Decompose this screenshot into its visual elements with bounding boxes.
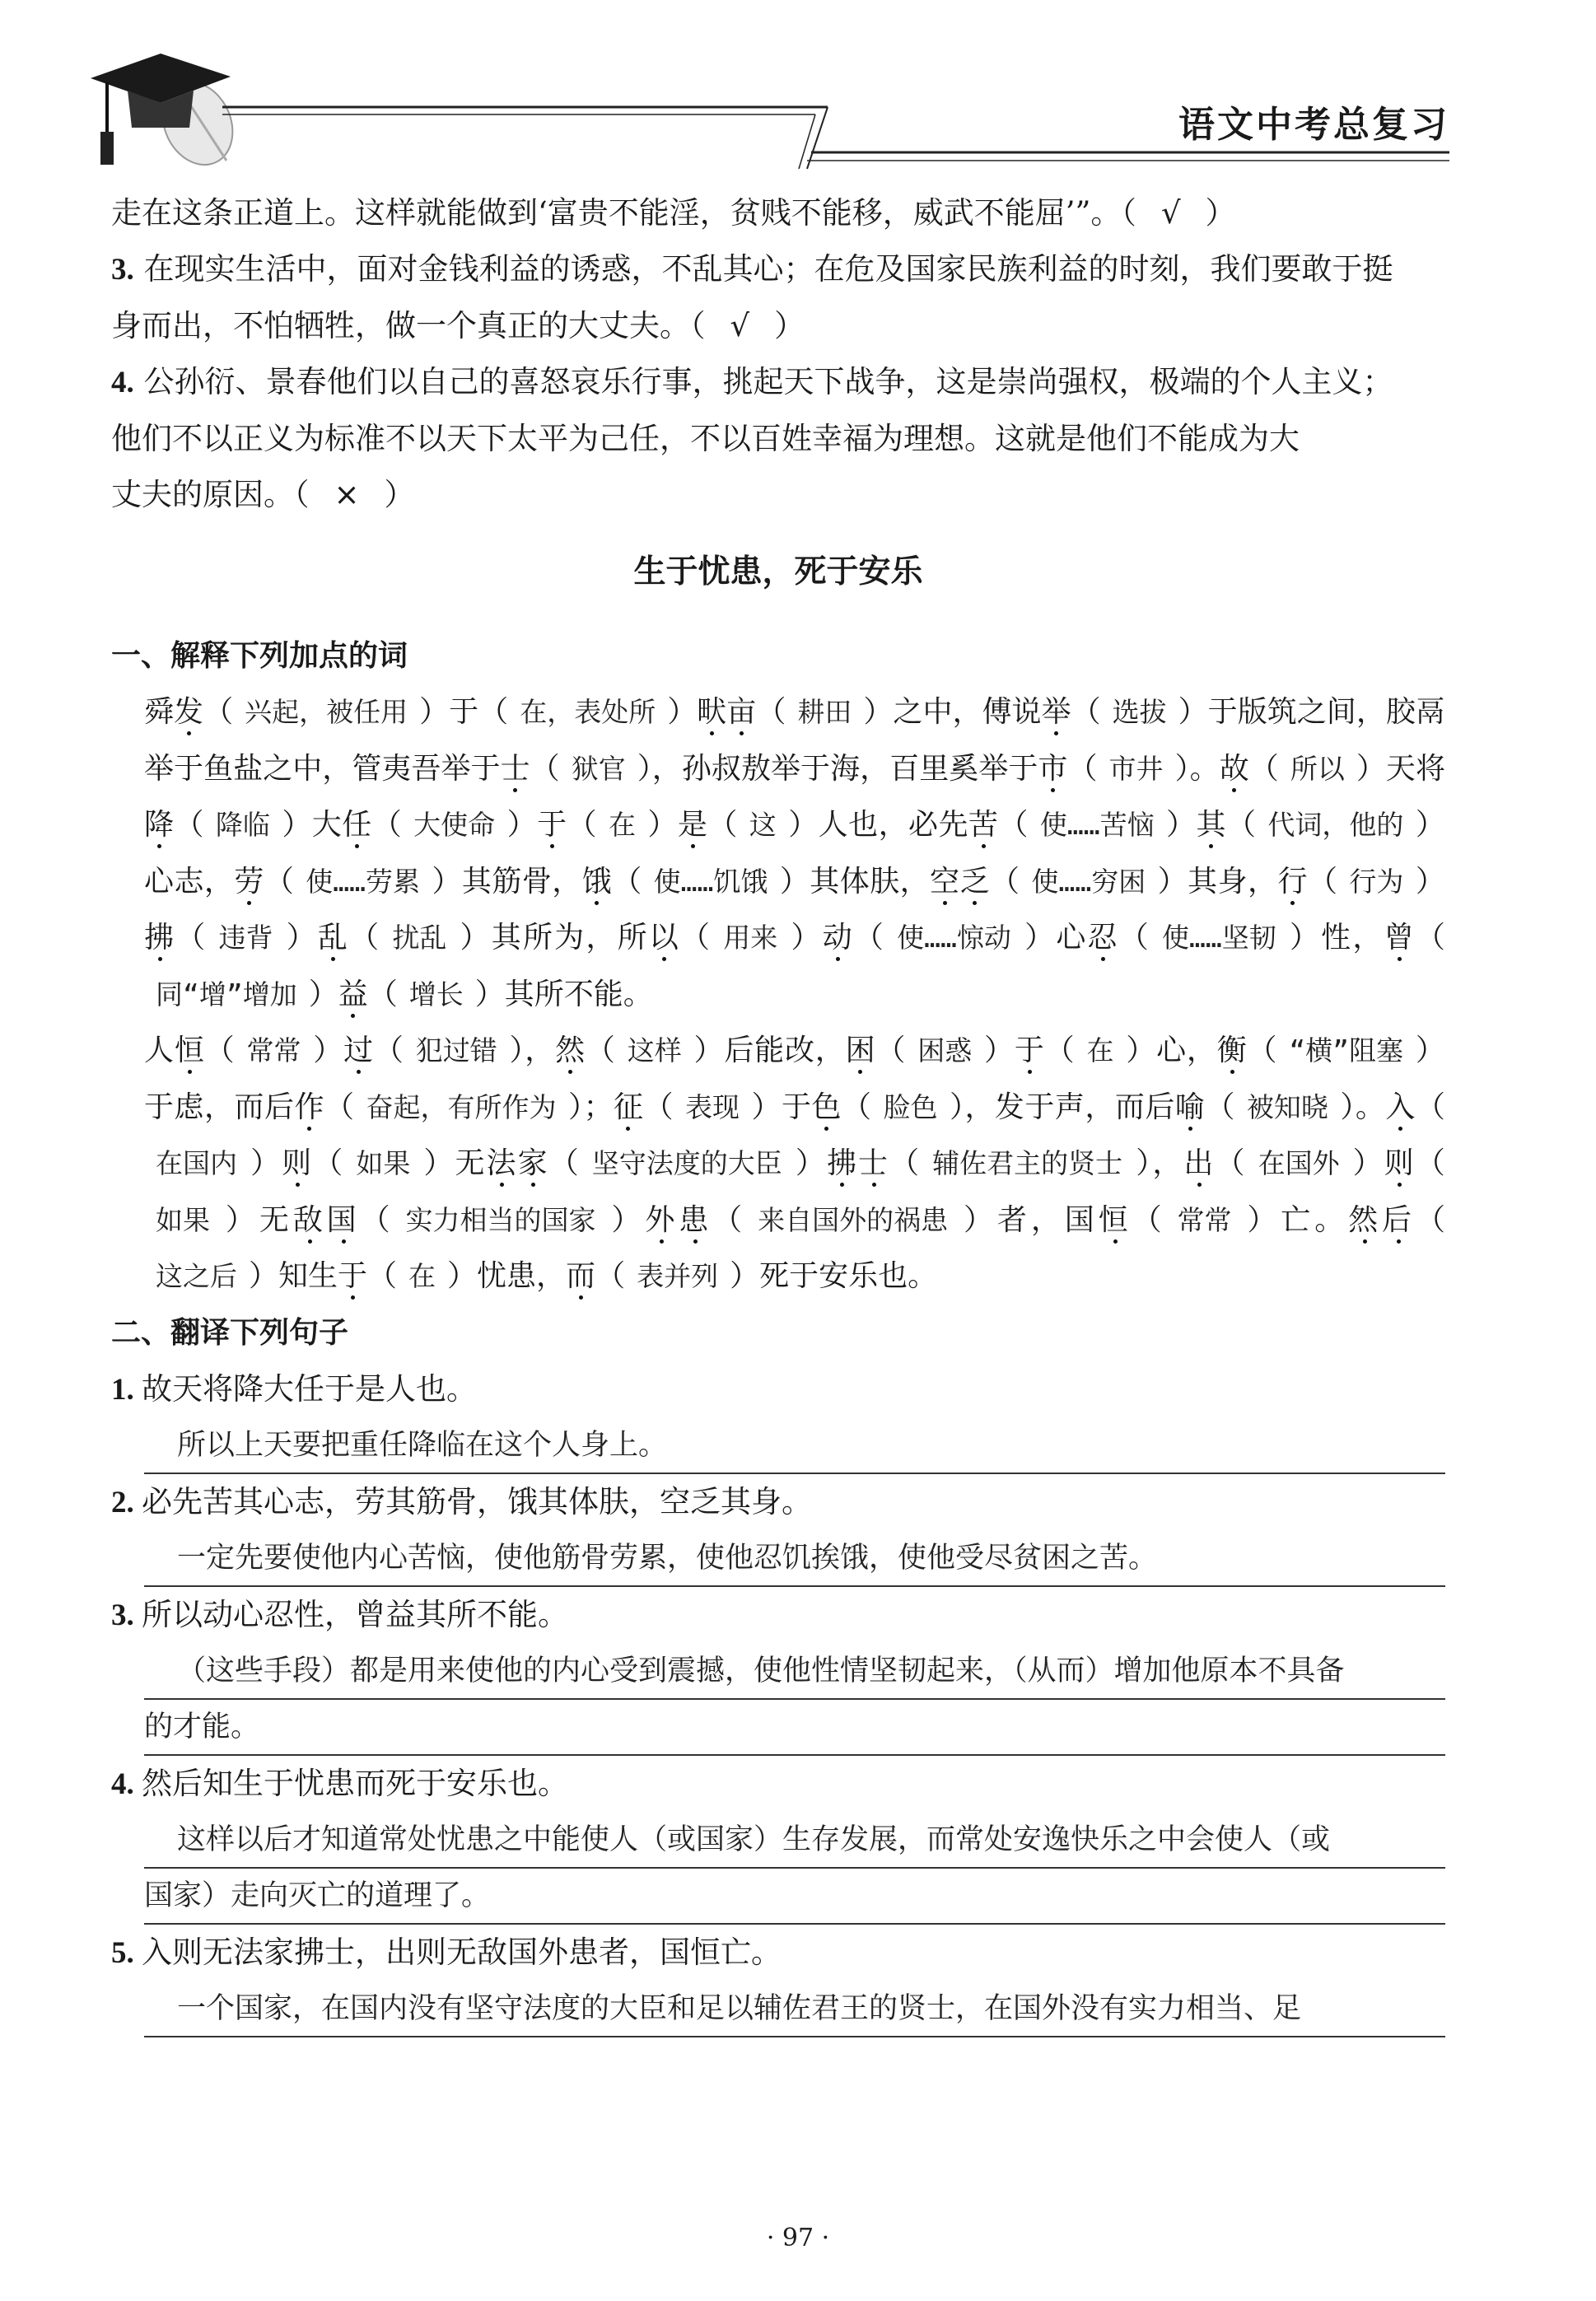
text: （ — [756, 695, 786, 729]
text: ）； — [567, 1090, 614, 1124]
text: ） — [308, 977, 338, 1011]
section-title: 生于忧患，死于安乐 — [633, 553, 923, 590]
dotted-char: 于 — [537, 808, 567, 842]
dotted-word — [1042, 695, 1071, 729]
text: ）人也，必先 — [787, 808, 968, 842]
dotted-word — [649, 921, 680, 954]
answer-blank: 市井 — [1108, 752, 1164, 785]
answer-blank: 同“增”增加 — [156, 978, 297, 1010]
text: 走在这条正道上。这样就能做到‘富贵不能淫，贫贱不能移，威武不能屈’”。（ — [111, 195, 1136, 231]
text: （ — [889, 1146, 922, 1180]
text: ）其身， — [1157, 864, 1278, 898]
answer-blank: 在，表处所 — [520, 696, 656, 728]
page-header — [82, 45, 1449, 185]
answer-blank: 表现 — [684, 1090, 740, 1123]
answer-blank: 如果 — [356, 1147, 411, 1179]
text: ）心志， — [144, 808, 1445, 898]
check-mark: √ — [1160, 195, 1181, 231]
dotted-char: 国 — [326, 1202, 361, 1237]
text: （ — [204, 1034, 236, 1067]
dotted-char: 饿 — [581, 864, 613, 898]
text: ）天将 — [1356, 751, 1445, 786]
text: ） — [1205, 195, 1236, 231]
answer-blank: 在 — [608, 809, 636, 841]
text: ）性， — [1287, 921, 1384, 954]
answer-line: 一个国家，在国内没有坚守法度的大臣和足以辅佐君王的贤士，在国外没有实力相当、足 — [144, 1981, 1445, 2037]
text: ） — [607, 1202, 646, 1237]
answer-blank: 这样 — [627, 1034, 682, 1066]
text: ） — [1415, 864, 1445, 898]
dotted-word — [293, 1203, 361, 1237]
dotted-char: 家 — [517, 1146, 549, 1180]
intro-line-5 — [111, 411, 1445, 467]
answer-blank: 困惑 — [917, 1034, 973, 1066]
dotted-word — [645, 1203, 712, 1237]
answer-blank: 脸色 — [883, 1090, 938, 1123]
answer-line: 国家）走向灭亡的道理了。 — [144, 1869, 1445, 1925]
dotted-word — [338, 978, 368, 1011]
dotted-word — [1217, 1034, 1248, 1067]
text: ） — [774, 308, 805, 343]
dotted-word — [343, 1034, 374, 1067]
text: ）亡。 — [1243, 1202, 1349, 1237]
dotted-word — [582, 865, 612, 898]
item-number: 4. — [111, 366, 134, 399]
dotted-char: 降 — [144, 808, 175, 842]
text: ）知生 — [249, 1259, 338, 1293]
answer-blank: 被知晓 — [1246, 1090, 1328, 1123]
question — [111, 1756, 1445, 1813]
dotted-word — [487, 1146, 549, 1180]
dotted-char: 而 — [566, 1259, 596, 1293]
dotted-char: 法 — [486, 1146, 518, 1180]
text: 身而出，不怕牺牲，做一个真正的大丈夫。（ — [111, 308, 706, 343]
answer-blank: 奋起，有所作为 — [366, 1090, 557, 1123]
text: （ — [373, 1034, 404, 1067]
text: （ — [1215, 1146, 1247, 1180]
text: （ — [1071, 695, 1101, 729]
text: （ — [585, 1034, 616, 1067]
text: （ — [680, 921, 712, 954]
dotted-word — [1038, 752, 1067, 786]
answer-blank: 使……惊动 — [897, 922, 1011, 954]
intro-item-3 — [111, 241, 1445, 298]
dotted-char: 乏 — [959, 864, 991, 898]
dotted-word — [678, 808, 707, 842]
text: ） — [384, 477, 415, 512]
dotted-word — [501, 752, 530, 786]
text: （ — [203, 695, 234, 729]
item-number: 1. — [111, 1372, 142, 1407]
dotted-word — [1015, 1034, 1045, 1067]
answer-blank: 选拔 — [1112, 696, 1167, 728]
text: 在现实生活中，面对金钱利益的诱惑，不乱其心；在危及国家民族利益的时刻，我们要敢于挺 — [143, 251, 1393, 287]
text: ）无 — [222, 1202, 293, 1237]
text: （ — [1415, 1202, 1445, 1237]
part1-paragraph-1 — [111, 684, 1445, 1023]
answer-blank: 耕田 — [797, 696, 852, 728]
dotted-char: 于 — [338, 1259, 368, 1293]
dotted-char: 发 — [174, 695, 204, 729]
text: （ — [612, 864, 642, 898]
dotted-word — [1175, 1090, 1206, 1124]
answer-blank: 来自国外的祸患 — [758, 1203, 949, 1236]
text: ）心， — [1125, 1034, 1217, 1067]
answer-blank: 用来 — [723, 922, 778, 954]
text: ）后能改， — [693, 1034, 846, 1067]
dotted-char: 市 — [1038, 751, 1068, 786]
text: （ — [595, 1259, 626, 1293]
dotted-char: 劳 — [234, 864, 264, 898]
dotted-word — [811, 1090, 842, 1124]
dotted-char: 其 — [1196, 808, 1226, 842]
text: ）其所为，所 — [458, 921, 649, 954]
dotted-word — [1384, 921, 1416, 954]
text: （ — [1118, 921, 1150, 954]
dotted-char: 入 — [1385, 1090, 1416, 1124]
item-number: 4. — [111, 1767, 142, 1801]
text: ），孙叔敖举于海，百里奚举于 — [637, 751, 1038, 786]
text: （ — [853, 921, 886, 954]
text: （ — [1415, 1090, 1445, 1124]
text: （ — [367, 1259, 398, 1293]
answer-line: 的才能。 — [144, 1700, 1445, 1756]
dotted-char: 敌 — [292, 1202, 327, 1237]
question-text: 所以动心忍性，曾益其所不能。 — [142, 1596, 568, 1632]
dotted-word — [1348, 1203, 1416, 1237]
dotted-char: 士 — [500, 751, 530, 786]
question-text: 故天将降大任于是人也。 — [142, 1370, 477, 1407]
dotted-word — [342, 808, 371, 842]
text: ） — [1351, 1146, 1384, 1180]
text: ） — [284, 921, 318, 954]
dotted-char: 则 — [1384, 1146, 1416, 1180]
intro-line-6 — [111, 467, 1445, 523]
answer-blank: 增长 — [408, 978, 464, 1010]
dotted-word — [1099, 1203, 1132, 1237]
dotted-char: 亩 — [726, 695, 757, 729]
text: ） — [1165, 808, 1197, 842]
dotted-word — [1196, 808, 1225, 842]
text: ）。 — [1174, 751, 1220, 786]
text: （ — [1067, 751, 1098, 786]
text: （ — [367, 977, 398, 1011]
dotted-word — [282, 1146, 313, 1180]
dotted-char: 作 — [294, 1090, 324, 1124]
answer-blank: 违背 — [218, 922, 273, 954]
dotted-char: 出 — [1183, 1146, 1216, 1180]
answer-blank: 辅佐君主的贤士 — [932, 1147, 1123, 1179]
answer-blank: 降临 — [215, 809, 270, 841]
dotted-char: 喻 — [1174, 1090, 1206, 1124]
dotted-word — [175, 1034, 205, 1067]
answer-blank: 表并列 — [637, 1260, 719, 1292]
dotted-char: 后 — [1382, 1202, 1416, 1237]
answer-blank: 使……苦恼 — [1039, 809, 1155, 841]
dotted-char: 故 — [1219, 751, 1249, 786]
text: （ — [548, 1146, 581, 1180]
dotted-word — [1088, 921, 1119, 954]
cross-mark: × — [334, 477, 360, 512]
question — [111, 1361, 1445, 1418]
text: 丈夫的原因。（ — [111, 477, 310, 512]
dotted-char: 患 — [679, 1202, 713, 1237]
text: （ — [324, 1090, 355, 1124]
text: ）其体肤， — [779, 864, 931, 898]
dotted-char: 于 — [1014, 1034, 1045, 1067]
dotted-char: 过 — [343, 1034, 374, 1067]
answer-blank: 所以 — [1290, 752, 1345, 785]
answer-blank: 狱官 — [571, 752, 626, 785]
text: 人 — [144, 1034, 175, 1067]
dotted-word — [823, 921, 854, 954]
text: ） — [312, 1034, 344, 1067]
dotted-word — [846, 1034, 876, 1067]
text: ） — [789, 921, 823, 954]
text: （ — [1205, 1090, 1235, 1124]
dotted-word — [1384, 1146, 1416, 1180]
item-number: 5. — [111, 1935, 142, 1970]
text: （ — [841, 1090, 872, 1124]
text: （ — [707, 808, 738, 842]
dotted-char: 忍 — [1087, 921, 1119, 954]
answer-blank: 使……饥饿 — [653, 865, 768, 898]
text: （ — [998, 808, 1029, 842]
text: （ — [875, 1034, 907, 1067]
question-text: 入则无法家拂士，出则无敌国外患者，国恒亡。 — [142, 1934, 782, 1970]
part2-heading: 二、翻译下列句子 — [111, 1315, 349, 1350]
dotted-word — [555, 1034, 586, 1067]
answer-blank: 扰乱 — [392, 922, 447, 954]
text: ）者，国 — [959, 1202, 1099, 1237]
text: （ — [990, 864, 1020, 898]
dotted-word — [144, 808, 174, 842]
dotted-char: 任 — [342, 808, 372, 842]
answer-blank: 实力相当的国家 — [405, 1203, 596, 1236]
answer-blank: 在 — [1086, 1034, 1114, 1066]
answer-blank: 常常 — [246, 1034, 301, 1066]
question — [111, 1474, 1445, 1531]
text: （ — [1415, 921, 1445, 954]
answer-blank: 使……坚韧 — [1161, 922, 1276, 954]
check-mark: √ — [730, 308, 750, 343]
answer-blank: 使……穷困 — [1031, 865, 1146, 898]
part1-heading: 一、解释下列加点的词 — [111, 639, 408, 673]
dotted-char: 恒 — [174, 1034, 205, 1067]
dotted-char: 益 — [338, 977, 368, 1011]
dotted-char: 畎 — [697, 695, 727, 729]
text: （ — [643, 1090, 674, 1124]
answer-blank: 在 — [408, 1260, 436, 1292]
text: （ — [530, 751, 560, 786]
text: ）， — [508, 1034, 556, 1067]
dotted-char: 举 — [1041, 695, 1071, 729]
text: ）于（ — [419, 695, 509, 729]
text: （ — [264, 864, 295, 898]
text: ）之中，傅说 — [863, 695, 1042, 729]
answer-blank: 代词，他的 — [1267, 809, 1404, 841]
dotted-char: 是 — [677, 808, 708, 842]
answer-line: 所以上天要把重任降临在这个人身上。 — [144, 1418, 1445, 1474]
dotted-word — [1385, 1090, 1416, 1124]
text: ），发于声，而后 — [949, 1090, 1175, 1124]
answer-blank: 兴起，被任用 — [245, 696, 408, 728]
answer-line: （这些手段）都是用来使他的内心受到震撼，使他性情坚韧起来，（从而）增加他原本不具备 — [144, 1644, 1445, 1700]
text: 舜 — [144, 695, 175, 729]
text: ） — [667, 695, 698, 729]
text: ）于虑，而后 — [144, 1034, 1445, 1124]
text: （ — [1044, 1034, 1076, 1067]
text: 他们不以正义为标准不以天下太平为己任，不以百姓幸福为理想。这就是他们不能成为大 — [111, 421, 1300, 456]
text: （ — [1247, 1034, 1278, 1067]
text: （ — [567, 808, 597, 842]
header-title: 语文中考总复习 — [1178, 104, 1449, 146]
question-text: 必先苦其心志，劳其筋骨，饿其体肤，空乏其身。 — [142, 1483, 812, 1519]
text: （ — [174, 808, 204, 842]
dotted-char: 行 — [1277, 864, 1308, 898]
answer-blank: 在国外 — [1258, 1147, 1340, 1179]
item-number: 3. — [111, 1598, 142, 1632]
answer-blank: 这 — [749, 809, 777, 841]
page-content — [111, 185, 1445, 2037]
text: ） — [506, 808, 538, 842]
dotted-word — [174, 695, 203, 729]
text: （ — [1248, 751, 1279, 786]
text: （ — [371, 808, 403, 842]
text: ）死于安乐也。 — [730, 1259, 938, 1293]
dotted-char: 以 — [648, 921, 681, 954]
dotted-char: 则 — [282, 1146, 314, 1180]
text: ）无 — [422, 1146, 487, 1180]
text: （ — [712, 1202, 747, 1237]
dotted-char: 然 — [555, 1034, 586, 1067]
text: （ — [1415, 1146, 1445, 1180]
intro-item-4 — [111, 354, 1445, 411]
dotted-char: 动 — [822, 921, 854, 954]
text: （ — [360, 1202, 394, 1237]
text: ）， — [1134, 1146, 1184, 1180]
text: ）大 — [281, 808, 343, 842]
dotted-char: 色 — [811, 1090, 842, 1124]
answer-blank: 这之后 — [156, 1260, 237, 1292]
text: （ — [1132, 1202, 1166, 1237]
dotted-word — [1220, 752, 1249, 786]
answer-line: 这样以后才知道常处忧患之中能使人（或国家）生存发展，而常处安逸快乐之中会使人（或 — [144, 1813, 1445, 1869]
page-number: · 97 · — [766, 2224, 830, 2252]
dotted-char: 士 — [858, 1146, 890, 1180]
question — [111, 1925, 1445, 1981]
dotted-word — [234, 865, 264, 898]
text: ）于 — [750, 1090, 812, 1124]
answer-blank: 在国内 — [156, 1147, 237, 1179]
dotted-word — [697, 695, 756, 729]
text: （ — [1225, 808, 1257, 842]
dotted-char: 苦 — [968, 808, 999, 842]
text: ）其所不能。 — [474, 977, 653, 1011]
answer-blank: 犯过错 — [415, 1034, 497, 1066]
dotted-word — [1183, 1146, 1215, 1180]
text: ） — [249, 1146, 282, 1180]
text: （ — [349, 921, 381, 954]
answer-blank: 坚守法度的大臣 — [591, 1147, 782, 1179]
text: ）心 — [1022, 921, 1088, 954]
text: ）于版筑之间，胶鬲举于鱼盐之中，管夷吾举于 — [144, 695, 1445, 786]
dotted-char: 困 — [845, 1034, 876, 1067]
intro-line-1 — [111, 185, 1445, 241]
text: ） — [793, 1146, 827, 1180]
answer-line: 一定先要使他内心苦恼，使他筋骨劳累，使他忍饥挨饿，使他受尽贫困之苦。 — [144, 1531, 1445, 1587]
dotted-char: 然 — [1348, 1202, 1383, 1237]
text: ）忧患， — [447, 1259, 567, 1293]
answer-blank: “横”阻塞 — [1289, 1034, 1404, 1066]
dotted-char: 征 — [613, 1090, 644, 1124]
text: ） — [983, 1034, 1015, 1067]
text: （ — [1307, 864, 1338, 898]
text: ）。 — [1339, 1090, 1386, 1124]
dotted-word — [338, 1259, 367, 1293]
dotted-word — [566, 1259, 595, 1293]
dotted-char: 恒 — [1098, 1202, 1132, 1237]
part1-paragraph-2 — [111, 1023, 1445, 1305]
dotted-char: 衡 — [1216, 1034, 1248, 1067]
item-number: 3. — [111, 253, 134, 287]
question — [111, 1587, 1445, 1644]
text: （ — [175, 921, 208, 954]
dotted-word — [968, 808, 998, 842]
answer-blank: 如果 — [156, 1203, 210, 1236]
dotted-word — [294, 1090, 324, 1124]
dotted-char: 拂 — [826, 1146, 859, 1180]
dotted-word — [1277, 865, 1307, 898]
text: ）其筋骨， — [432, 864, 582, 898]
answer-blank: 大使命 — [413, 809, 496, 841]
dotted-char: 乱 — [317, 921, 350, 954]
text: ） — [646, 808, 678, 842]
answer-blank: 常常 — [1177, 1203, 1232, 1236]
text: （ — [313, 1146, 345, 1180]
answer-blank: 行为 — [1349, 865, 1404, 898]
intro-line-3 — [111, 298, 1445, 354]
dotted-char: 曾 — [1384, 921, 1416, 954]
dotted-char: 外 — [645, 1202, 679, 1237]
dotted-word — [613, 1090, 643, 1124]
dotted-char: 空 — [930, 864, 960, 898]
part2-items — [111, 1361, 1445, 2037]
text: 公孙衍、景春他们以自己的喜怒哀乐行事，挑起天下战争，这是崇尚强权，极端的个人主义； — [143, 364, 1393, 399]
dotted-word — [930, 865, 990, 898]
answer-blank: 使……劳累 — [306, 865, 421, 898]
dotted-word — [318, 921, 349, 954]
dotted-char: 拂 — [144, 921, 176, 954]
dotted-word — [144, 921, 175, 954]
item-number: 2. — [111, 1485, 142, 1519]
question-text: 然后知生于忧患而死于安乐也。 — [142, 1765, 568, 1801]
dotted-word — [537, 808, 567, 842]
dotted-word — [827, 1146, 889, 1180]
